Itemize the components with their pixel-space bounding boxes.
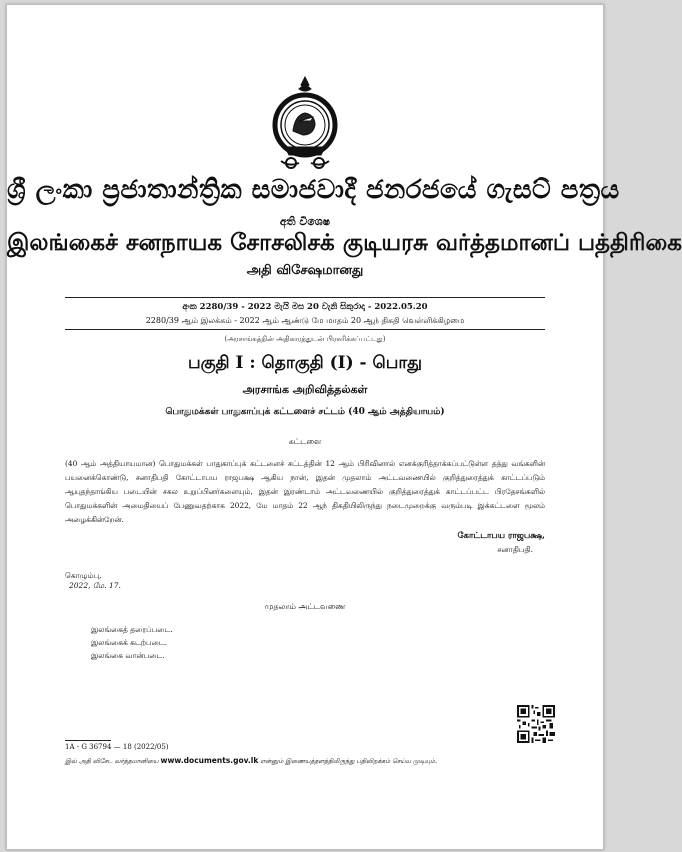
gazette-page: [6, 4, 682, 850]
footer-web-prefix: இவ் அதி விசேட வர்த்தமானியை: [65, 758, 159, 765]
footer-divider: [65, 740, 111, 741]
list-item: இலங்கை வான்படை.: [91, 651, 165, 660]
order-body-text: (40 ஆம் அத்தியாயமான) பொதுமக்கள் பாதுகாப்புக் கட்டளைச் சட்டத்தின் 12 ஆம் பிரிவினால் எனக்குரித்தாக்கப்பட்டுள்ள தத்து வங்களின் பயனைக்கொண்டு, சனாதிபதி கோட்டாபய ராஜபக்ஷ ஆகிய நான், இதன் முதலாம் அட்டவணையில் குறித்துரைத்துக் காட்டப்படும் ஆயுதந்தாங்கிய படையின் சகல உறுப்பினர்களையும், இதன் இரண்டாம் அட்டவணையில் குறித்துரைத்துக் காட்டப்பட்ட பிரதேசங்களில் பொதுமக்களின் அமைதியைப் பேணுவதற்காக 2022, மே மாதம் 22 ஆந் திகதியிலிருந்து நடைமுறைக்கு வரும்படி இக்கட்டளை மூலம் அழைக்கின்றேன்.: [65, 459, 545, 524]
list-item: இலங்கைத் தரைப்படை.: [91, 625, 173, 634]
gazette-title-tamil: இலங்கைச் சனநாயக சோசலிசக் குடியரசு வர்த்தமானப் பத்திரிகை: [7, 229, 682, 256]
ordinance-title: பொதுமக்கள் பாதுகாப்புக் கட்டளைச் சட்டம் (40 ஆம் அத்தியாயம்): [165, 407, 445, 417]
gazette-title-sinhala: ශ්‍රී ලංකා ප්‍රජාතාන්ත්‍රික සමාජවාදී ජනරජයේ ගැසට් පත්‍රය: [7, 175, 620, 205]
published-by-note: (அரசாங்கத்தின் அதிகாரத்துடன் பிரசுரிக்கப்பட்டது): [224, 335, 386, 343]
extraordinary-label-tamil: அதி விசேஷமானது: [246, 263, 364, 278]
place-of-issue: கொழும்பு,: [65, 571, 102, 580]
issue-line-sinhala: අංක 2280/39 - 2022 මැයි මස 20 වැනි සිකුරාදා - 2022.05.20: [182, 302, 428, 312]
extraordinary-label-sinhala: අති විශෙෂ: [279, 215, 331, 228]
footer-web-suffix: என்னும் இணையத்தளத்திலிருந்து பதிவிறக்கம் செய்ய முடியும்.: [260, 758, 438, 765]
schedule-title: முதலாம் அட்டவணை: [264, 602, 346, 611]
footer-print-code: 1A - G 36794 — 18 (2022/05): [65, 743, 169, 751]
header-divider-bottom: [65, 329, 545, 330]
qr-code-icon: [517, 705, 555, 743]
forces-list: [91, 623, 173, 662]
list-item: இலங்கைக் கடற்படை.: [91, 638, 168, 647]
national-emblem-icon: [269, 75, 341, 171]
footer-website-note: [65, 756, 437, 766]
footer-web-url[interactable]: www.documents.gov.lk: [160, 756, 259, 765]
issue-line-tamil: 2280/39 ஆம் இலக்கம் - 2022 ஆம் ஆண்டு மே மாதம் 20 ஆந் திகதி வெள்ளிக்கிழமை: [145, 316, 465, 325]
part-title: பகுதி I : தொகுதி (I) - பொது: [187, 353, 423, 373]
date-of-issue: 2022, மே. 17.: [69, 581, 121, 590]
order-label: கட்டளை: [288, 437, 322, 446]
section-title: அரசாங்க அறிவித்தல்கள்: [242, 383, 368, 396]
signatory-name: கோட்டாபய ராஜபக்ஷ,: [457, 531, 545, 541]
header-divider-top: [65, 297, 545, 298]
signatory-title: சனாதிபதி.: [497, 545, 533, 554]
